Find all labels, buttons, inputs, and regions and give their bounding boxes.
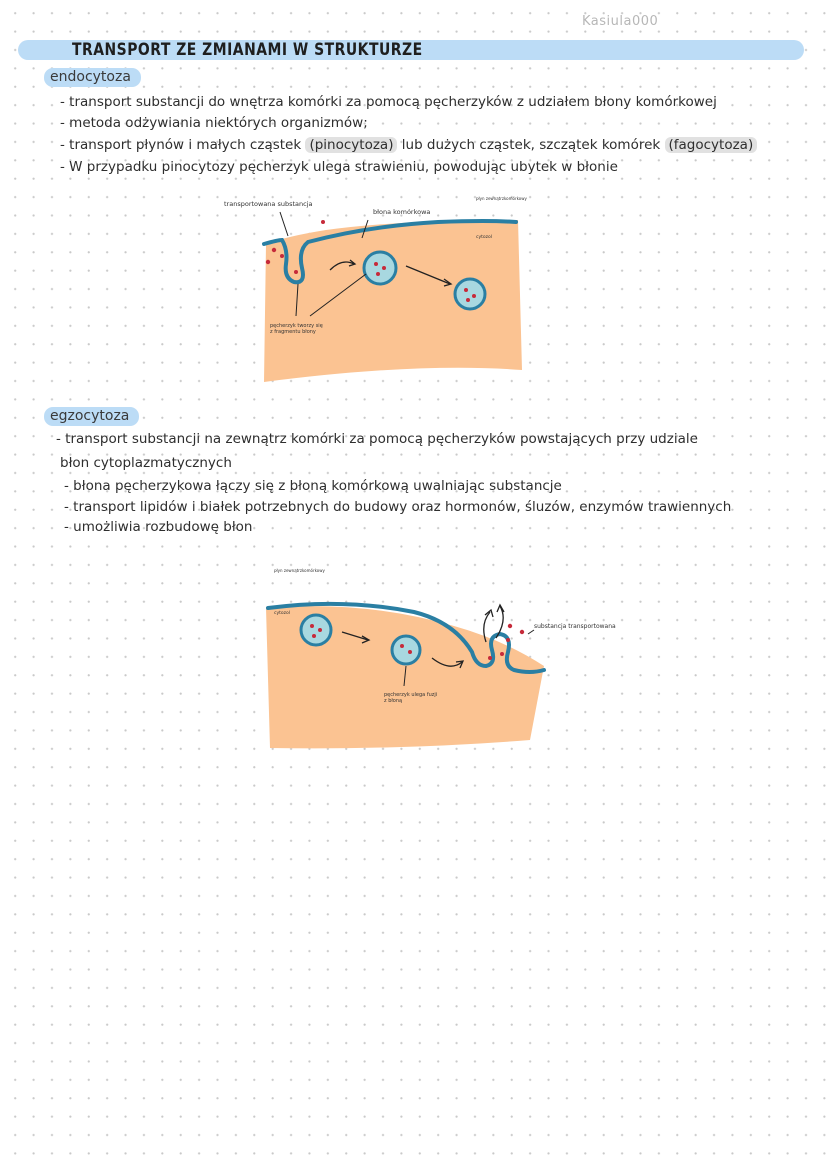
endo-particle	[321, 220, 325, 224]
endo-vesicle-1	[364, 252, 396, 284]
phagocytosis-term: (fagocytoza)	[665, 137, 758, 153]
exo-vesicle-1	[301, 615, 331, 645]
exo-label-substance: substancja transportowana	[534, 623, 616, 630]
line3-start: - transport płynów i małych cząstek	[60, 137, 302, 153]
exo-particle	[500, 652, 504, 656]
endo-label-substance: transportowana substancja	[224, 200, 313, 208]
pinocytosis-term: (pinocytoza)	[305, 137, 397, 153]
exo-vesicle-2	[392, 636, 420, 664]
endo-particle	[266, 260, 270, 264]
exo-label-cytosol: cytozol	[274, 611, 291, 616]
exocytosis-heading: egzocytoza	[44, 407, 139, 426]
line3-middle: lub dużych cząstek, szczątek komórek	[401, 137, 661, 153]
endo-label-membrane: błona komórkowa	[373, 208, 431, 216]
endo-particle	[280, 254, 284, 258]
endocytosis-line-2: - metoda odżywiania niektórych organizmów;	[60, 115, 368, 131]
exo-particle	[508, 624, 512, 628]
page-title: TRANSPORT ZE ZMIANAMI W STRUKTURZE	[72, 40, 423, 60]
endocytosis-line-1: - transport substancji do wnętrza komórki za pomocą pęcherzyków z udziałem błony komórkowej	[60, 94, 717, 110]
exocytosis-diagram	[264, 562, 616, 752]
endocytosis-line-4: - W przypadku pinocytozy pęcherzyk ulega strawieniu, powodując ubytek w błonie	[60, 159, 618, 175]
endo-label-vesicle: pęcherzyk tworzy się z fragmentu błony	[270, 323, 323, 335]
exo-label-extracellular: płyn zewnątrzkomórkowy	[274, 568, 325, 573]
exo-label-vesicle: pęcherzyk ulega fuzji z błoną	[384, 692, 438, 704]
endo-label-cytosol: cytozol	[476, 235, 493, 240]
author-signature: Kasiula000	[582, 14, 659, 29]
endo-label-extracellular: płyn zewnątrzkomórkowy	[476, 196, 527, 201]
exo-particle	[488, 656, 492, 660]
endo-particle	[272, 248, 276, 252]
endocytosis-heading: endocytoza	[44, 68, 141, 87]
exo-particle	[520, 630, 524, 634]
exocytosis-line-1: - transport substancji na zewnątrz komórki za pomocą pęcherzyków powstających przy udziale	[56, 431, 698, 447]
endo-particle	[294, 270, 298, 274]
endocytosis-diagram	[218, 192, 538, 387]
endocytosis-line-3	[60, 136, 757, 154]
exocytosis-line-3: - błona pęcherzykowa łączy się z błoną komórkową uwalniając substancje	[64, 478, 562, 494]
exocytosis-line-4: - transport lipidów i białek potrzebnych do budowy oraz hormonów, śluzów, enzymów trawiennych	[64, 499, 732, 515]
exocytosis-line-2: błon cytoplazmatycznych	[60, 455, 232, 471]
exocytosis-line-5: - umożliwia rozbudowę błon	[64, 519, 253, 535]
endo-vesicle-2	[455, 279, 485, 309]
exo-particle	[506, 638, 510, 642]
